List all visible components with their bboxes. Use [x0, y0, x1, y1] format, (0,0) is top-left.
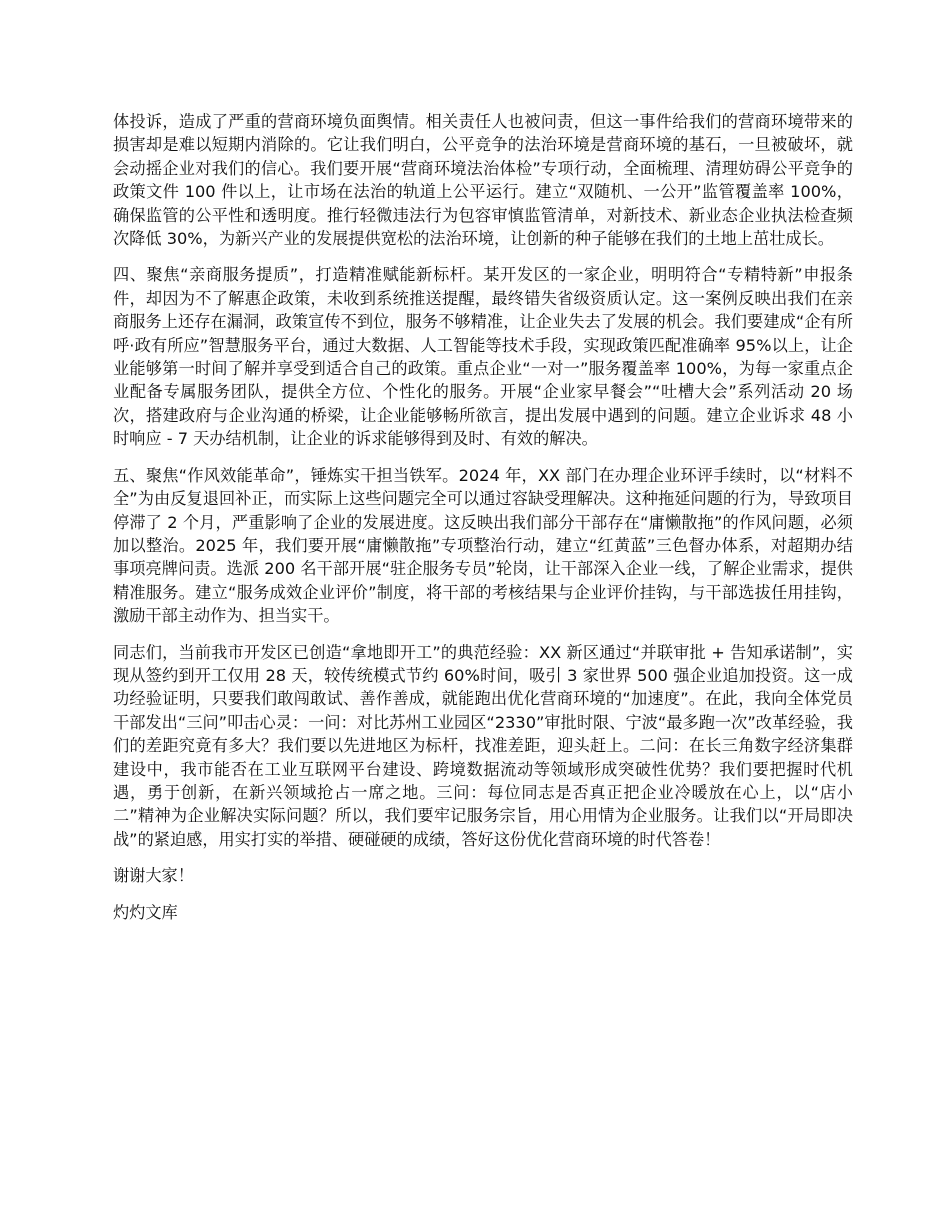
- paragraph-section-four: 四、聚焦“亲商服务提质”，打造精准赋能新标杆。某开发区的一家企业，明明符合“专精特新”申报条件，却因为不了解惠企政策，未收到系统推送提醒，最终错失省级资质认定。这一案例反映出我们在亲商服务上还存在漏洞，政策宣传不到位，服务不够精准，让企业失去了发展的机会。我们要建成“企有所呼·政有所应”智慧服务平台，通过大数据、人工智能等技术手段，实现政策匹配准确率 95%以上，让企业能够第一时间了解并享受到适合自己的政策。重点企业“一对一”服务覆盖率 100%，为每一家重点企业配备专属服务团队，提供全方位、个性化的服务。开展“企业家早餐会”“吐槽大会”系列活动 20 场次，搭建政府与企业沟通的桥梁，让企业能够畅所欲言，提出发展中遇到的问题。建立企业诉求 48 小时响应 - 7 天办结机制，让企业的诉求能够得到及时、有效的解决。: [113, 265, 853, 449]
- document-body: [113, 110, 853, 937]
- paragraph-section-five: 五、聚焦“作风效能革命”，锤炼实干担当铁军。2024 年，XX 部门在办理企业环评手续时，以“材料不全”为由反复退回补正，而实际上这些问题完全可以通过容缺受理解决。这种拖延问题的行为，导致项目停滞了 2 个月，严重影响了企业的发展进度。这反映出我们部分干部存在“庸懒散拖”的作风问题，必须加以整治。2025 年，我们要开展“庸懒散拖”专项整治行动，建立“红黄蓝”三色督办体系，对超期办结事项亮牌问责。选派 200 名干部开展“驻企服务专员”轮岗，让干部深入企业一线，了解企业需求，提供精准服务。建立“服务成效企业评价”制度，将干部的考核结果与企业评价挂钩，与干部选拔任用挂钩，激励干部主动作为、担当实干。: [113, 465, 853, 626]
- paragraph-conclusion: 同志们，当前我市开发区已创造“拿地即开工”的典范经验：XX 新区通过“并联审批 + 告知承诺制”，实现从签约到开工仅用 28 天，较传统模式节约 60%时间，吸引 3 家世界 500 强企业追加投资。这一成功经验证明，只要我们敢闯敢试、善作善成，就能跑出优化营商环境的“加速度”。在此，我向全体党员干部发出“三问”叩击心灵：一问：对比苏州工业园区“2330”审批时限、宁波“最多跑一次”改革经验，我们的差距究竟有多大？我们要以先进地区为标杆，找准差距，迎头赶上。二问：在长三角数字经济集群建设中，我市能否在工业互联网平台建设、跨境数据流动等领域形成突破性优势？我们要把握时代机遇，勇于创新，在新兴领域抢占一席之地。三问：每位同志是否真正把企业冷暖放在心上，以“店小二”精神为企业解决实际问题？所以，我们要牢记服务宗旨，用心用情为企业服务。让我们以“开局即决战”的紧迫感，用实打实的举措、硬碰硬的成绩，答好这份优化营商环境的时代答卷！: [113, 642, 853, 849]
- paragraph-rule-of-law: 体投诉，造成了严重的营商环境负面舆情。相关责任人也被问责，但这一事件给我们的营商环境带来的损害却是难以短期内消除的。它让我们明白，公平竞争的法治环境是营商环境的基石，一旦被破坏，就会动摇企业对我们的信心。我们要开展“营商环境法治体检”专项行动，全面梳理、清理妨碍公平竞争的政策文件 100 件以上，让市场在法治的轨道上公平运行。建立“双随机、一公开”监管覆盖率 100%，确保监管的公平性和透明度。推行轻微违法行为包容审慎监管清单，对新技术、新业态企业执法检查频次降低 30%，为新兴产业的发展提供宽松的法治环境，让创新的种子能够在我们的土地上茁壮成长。: [113, 112, 853, 249]
- closing-thanks: 谢谢大家！: [113, 866, 194, 886]
- source-label: 灼灼文库: [113, 902, 178, 922]
